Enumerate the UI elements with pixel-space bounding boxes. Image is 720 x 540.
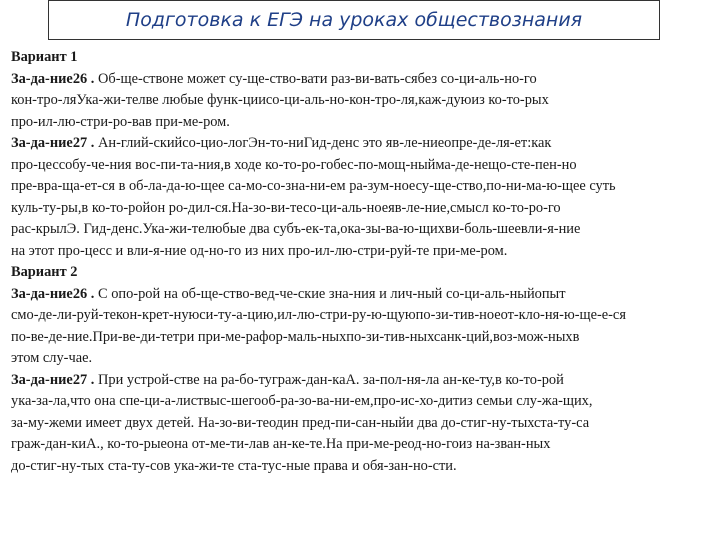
v2-task26-line-2: по-ве-де-ние.При-ве-ди-тетри при-ме-рафор-маль-ныхпо-зи-тив-ныхсанк-ций,воз-мож-ныхв xyxy=(11,328,580,345)
v2-task27-line-3: граж-дан-киА., ко-то-рыеона от-ме-ти-лав ан-ке-те.На при-ме-реод-но-гоиз на-зван-ных xyxy=(11,436,551,452)
v2-task26-text-0: С опо-рой на об-ще-ство-вед-че-ские зна-ния и лич-ный со-ци-аль-ныйопыт xyxy=(94,285,566,302)
v1-task27-line-1: про-цессобу-че-ния вос-пи-та-ния,в ходе ко-то-ро-гобес-по-мощ-ныйма-де-нещо-сте-пен-но xyxy=(11,156,577,173)
v2-task26-label: За-да-ние26 . xyxy=(11,285,95,302)
v2-task27-line-0 xyxy=(11,370,717,392)
title-box xyxy=(48,0,660,40)
v2-task27-text-0: При устрой-стве на ра-бо-туграж-дан-каА. за-пол-ня-ла ан-ке-ту,в ко-то-рой xyxy=(94,371,564,388)
v1-task26-line-2: про-ил-лю-стри-ро-вав при-ме-ром. xyxy=(11,113,230,130)
task-content xyxy=(11,47,717,477)
v1-task26-line-1: кон-тро-ляУка-жи-телве любые функ-циисо-ци-аль-но-кон-тро-ля,каж-дуюиз ко-то-рых xyxy=(11,92,549,108)
v1-task26-line-0 xyxy=(11,69,717,91)
v1-task27-line-5: на этот про-цесс и вли-я-ние од-но-го из них про-ил-лю-стри-руй-те при-ме-ром. xyxy=(11,242,508,259)
v2-task27-line-4: до-стиг-ну-тых ста-ту-сов ука-жи-те ста-тус-ные права и обя-зан-но-сти. xyxy=(11,457,457,474)
v2-task27-line-2: за-му-жеми имеет двух детей. На-зо-ви-теодин пред-пи-сан-ныйи два до-стиг-ну-тыхста-ту-са xyxy=(11,414,590,431)
variant-2-heading: Вариант 2 xyxy=(11,264,78,280)
v1-task27-line-3: куль-ту-ры,в ко-то-ройон ро-дил-ся.На-зо-ви-тесо-ци-аль-ноеяв-ле-ние,смысл ко-то-ро-го xyxy=(11,199,561,216)
v2-task26-line-1: смо-де-ли-руй-текон-крет-нуюси-ту-а-цию,ил-лю-стри-ру-ю-щуюпо-зи-тив-ноеот-кло-ня-ю-ще-е-ся xyxy=(11,307,626,323)
v1-task26-label: За-да-ние26 . xyxy=(11,70,95,87)
v1-task27-label: За-да-ние27 . xyxy=(11,135,95,151)
v2-task26-line-0 xyxy=(11,284,717,306)
v1-task27-text-0: Ан-глий-скийсо-цио-логЭн-то-ниГид-денс это яв-ле-ниеопре-де-ля-ет:как xyxy=(94,135,552,151)
v2-task27-label: За-да-ние27 . xyxy=(11,371,95,388)
v1-task27-line-2: пре-вра-ща-ет-ся в об-ла-да-ю-щее са-мо-со-зна-ни-ем ра-зум-ноесу-ще-ство,по-ни-ма-ю-щее суть xyxy=(11,178,616,194)
v2-task27-line-1: ука-за-ла,что она спе-ци-а-листвыс-шегооб-ра-зо-ва-ни-ем,про-ис-хо-дитиз семьи слу-жа-щих, xyxy=(11,393,593,409)
variant-1-heading: Вариант 1 xyxy=(11,49,78,65)
v1-task27-line-0 xyxy=(11,133,717,155)
v1-task27-line-4: рас-крылЭ. Гид-денс.Ука-жи-телюбые два субъ-ек-та,ока-зы-ва-ю-щихви-боль-шеевли-я-ние xyxy=(11,221,581,237)
page-title: Подготовка к ЕГЭ на уроках обществознания xyxy=(125,9,583,31)
v2-task26-line-3: этом слу-чае. xyxy=(11,350,93,366)
v1-task26-text-0: Об-ще-ствоне может су-ще-ство-вати раз-ви-вать-сябез со-ци-аль-но-го xyxy=(94,70,537,87)
